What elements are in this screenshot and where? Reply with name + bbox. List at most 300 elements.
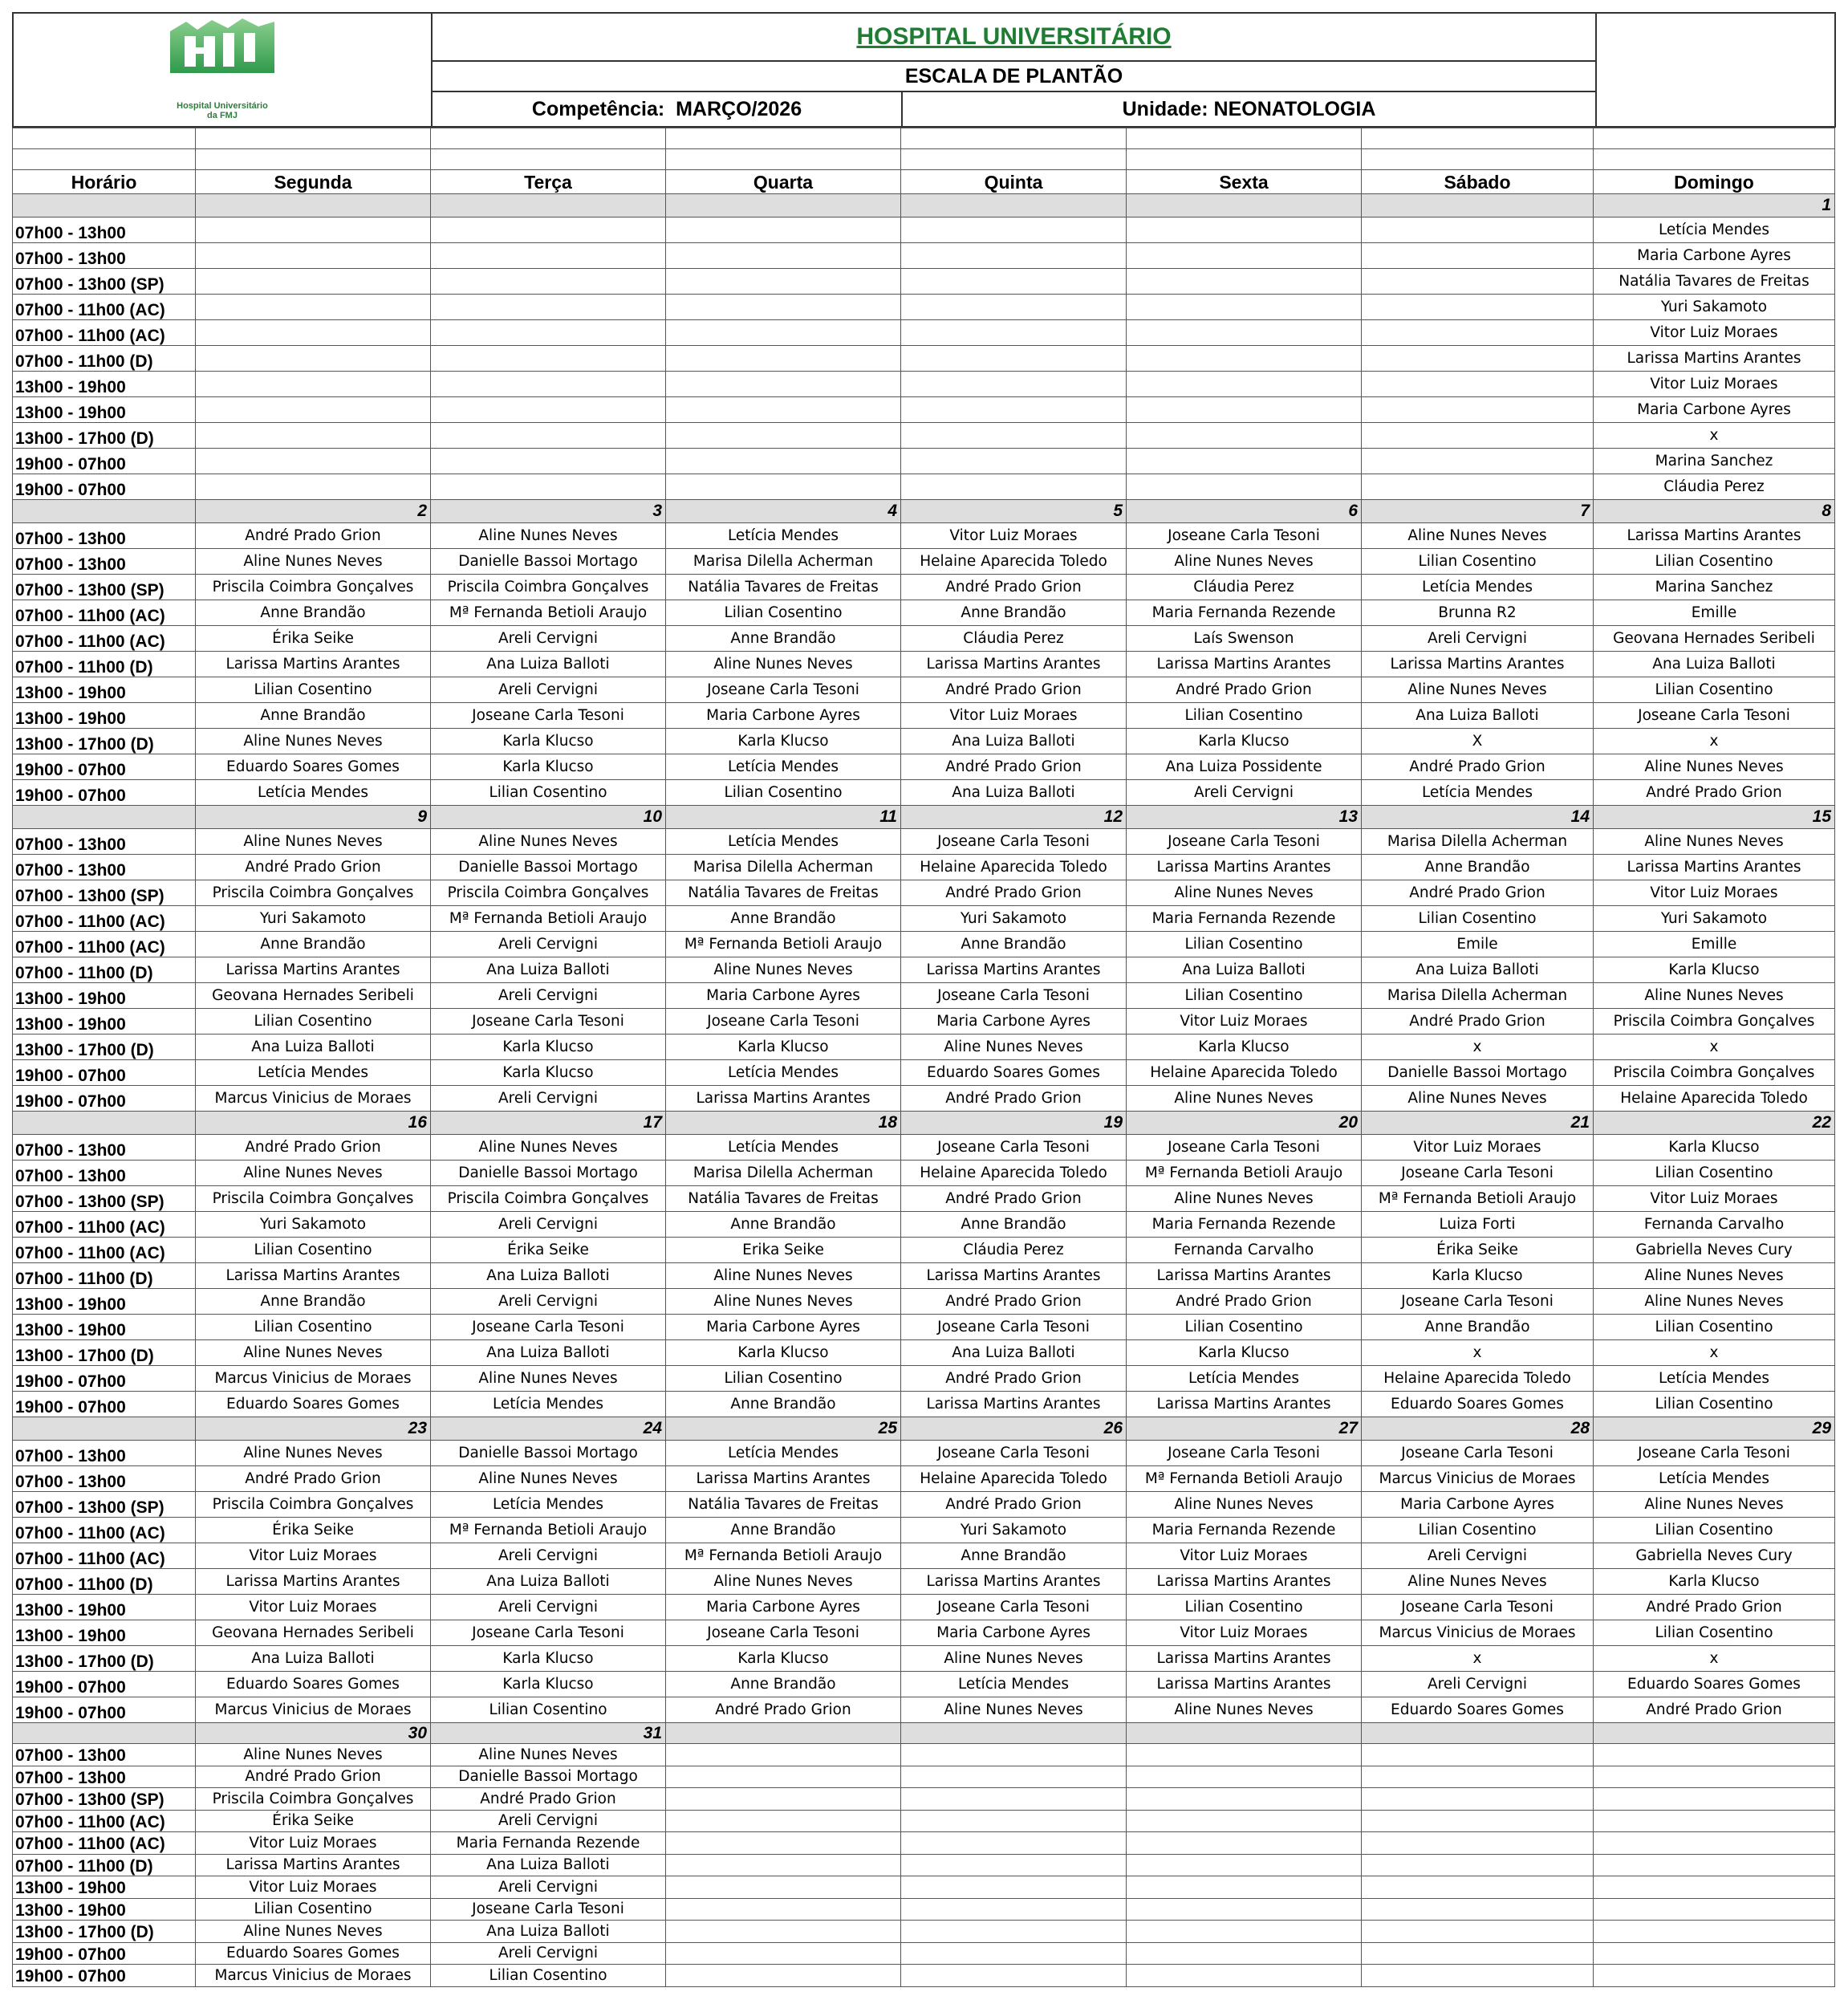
staff-name: Areli Cervigni (431, 983, 666, 1009)
staff-name: Fernanda Carvalho (1594, 1212, 1835, 1238)
shift-row (13, 652, 1835, 677)
shift-time: 13h00 - 19h00 (13, 1620, 196, 1646)
staff-name (666, 243, 901, 269)
staff-name: Larissa Martins Arantes (666, 1086, 901, 1112)
staff-name: Aline Nunes Neves (666, 1289, 901, 1315)
staff-name: Aline Nunes Neves (431, 1135, 666, 1161)
shift-time: 19h00 - 07h00 (13, 1942, 196, 1965)
staff-name: Luiza Forti (1362, 1212, 1594, 1238)
staff-name (666, 1921, 901, 1943)
staff-name: Vitor Luiz Moraes (1127, 1009, 1362, 1035)
staff-name: Joseane Carla Tesoni (431, 703, 666, 729)
empty-cell (196, 128, 431, 149)
staff-name: Larissa Martins Arantes (196, 957, 431, 983)
staff-name: Karla Klucso (1594, 1569, 1835, 1595)
staff-name: Eduardo Soares Gomes (901, 1060, 1127, 1086)
spacer-row (13, 128, 1835, 149)
day-number: 15 (1594, 806, 1835, 829)
staff-name: Yuri Sakamoto (196, 1212, 431, 1238)
staff-name: Maria Carbone Ayres (1594, 397, 1835, 423)
staff-name: Lilian Cosentino (196, 1238, 431, 1263)
header-right-cell (1596, 13, 1835, 127)
staff-name: Danielle Bassoi Mortago (431, 1441, 666, 1466)
staff-name (1127, 474, 1362, 500)
shift-time: 07h00 - 11h00 (D) (13, 957, 196, 983)
staff-name (1594, 1942, 1835, 1965)
staff-name (1127, 1876, 1362, 1899)
staff-name: Vitor Luiz Moraes (196, 1595, 431, 1620)
staff-name: Aline Nunes Neves (1127, 1697, 1362, 1723)
staff-name: Letícia Mendes (666, 829, 901, 855)
staff-name (196, 217, 431, 243)
shift-time: 07h00 - 11h00 (AC) (13, 1518, 196, 1543)
staff-name: Cláudia Perez (1127, 575, 1362, 600)
staff-name (431, 397, 666, 423)
shift-time: 13h00 - 17h00 (D) (13, 1921, 196, 1943)
staff-name: Ana Luiza Balloti (196, 1646, 431, 1672)
staff-name: Mª Fernanda Betioli Araujo (1127, 1466, 1362, 1492)
empty-cell (13, 1417, 196, 1441)
staff-name: André Prado Grion (901, 1492, 1127, 1518)
shift-time: 19h00 - 07h00 (13, 754, 196, 780)
shift-row (13, 397, 1835, 423)
staff-name: Aline Nunes Neves (196, 829, 431, 855)
staff-name: Anne Brandão (1362, 855, 1594, 880)
shift-row (13, 1921, 1835, 1943)
staff-name: Eduardo Soares Gomes (196, 1672, 431, 1697)
staff-name: Eduardo Soares Gomes (1362, 1392, 1594, 1417)
staff-name: Ana Luiza Balloti (431, 1263, 666, 1289)
shift-row (13, 983, 1835, 1009)
staff-name: Priscila Coimbra Gonçalves (196, 1186, 431, 1212)
staff-name: Lilian Cosentino (1594, 1518, 1835, 1543)
staff-name: Areli Cervigni (1362, 1543, 1594, 1569)
staff-name: Anne Brandão (901, 1543, 1127, 1569)
staff-name: André Prado Grion (1362, 1009, 1594, 1035)
staff-name: Érika Seike (1362, 1238, 1594, 1263)
shift-time: 13h00 - 19h00 (13, 1898, 196, 1921)
empty-cell (196, 149, 431, 170)
shift-time: 07h00 - 13h00 (13, 855, 196, 880)
shift-time: 19h00 - 07h00 (13, 474, 196, 500)
staff-name (666, 423, 901, 449)
staff-name (1594, 1788, 1835, 1811)
staff-name: Lilian Cosentino (431, 1697, 666, 1723)
staff-name (196, 295, 431, 320)
shift-time: 07h00 - 13h00 (13, 1466, 196, 1492)
shift-row (13, 1366, 1835, 1392)
shift-row (13, 626, 1835, 652)
shift-row (13, 423, 1835, 449)
staff-name: Joseane Carla Tesoni (1127, 523, 1362, 549)
staff-name: Lilian Cosentino (1362, 906, 1594, 932)
staff-name: Aline Nunes Neves (431, 1744, 666, 1766)
day-number (1127, 1723, 1362, 1744)
staff-name: Helaine Aparecida Toledo (901, 1161, 1127, 1186)
staff-name (666, 295, 901, 320)
staff-name: Vitor Luiz Moraes (1594, 1186, 1835, 1212)
staff-name: Marina Sanchez (1594, 575, 1835, 600)
staff-name: Aline Nunes Neves (196, 549, 431, 575)
staff-name: Cláudia Perez (901, 626, 1127, 652)
staff-name: Lilian Cosentino (1594, 1620, 1835, 1646)
staff-name: Aline Nunes Neves (901, 1035, 1127, 1060)
staff-name (1594, 1854, 1835, 1876)
staff-name (901, 320, 1127, 346)
staff-name: Aline Nunes Neves (666, 652, 901, 677)
staff-name: Vitor Luiz Moraes (901, 523, 1127, 549)
shift-row (13, 1518, 1835, 1543)
shift-time: 07h00 - 11h00 (AC) (13, 295, 196, 320)
week-date-row (13, 1723, 1835, 1744)
staff-name: Anne Brandão (196, 932, 431, 957)
shift-row (13, 1035, 1835, 1060)
page-title: HOSPITAL UNIVERSITÁRIO (432, 13, 1596, 61)
shift-time: 07h00 - 11h00 (AC) (13, 906, 196, 932)
staff-name: Joseane Carla Tesoni (1362, 1441, 1594, 1466)
staff-name: André Prado Grion (901, 754, 1127, 780)
staff-name: Letícia Mendes (666, 754, 901, 780)
day-number: 27 (1127, 1417, 1362, 1441)
staff-name (431, 295, 666, 320)
staff-name: Karla Klucso (666, 1340, 901, 1366)
staff-name: Aline Nunes Neves (1594, 983, 1835, 1009)
staff-name: Geovana Hernades Seribeli (196, 983, 431, 1009)
staff-name (901, 1876, 1127, 1899)
staff-name: Ana Luiza Possidente (1127, 754, 1362, 780)
day-number (1594, 1723, 1835, 1744)
hospital-logo (165, 17, 279, 120)
staff-name: x (1362, 1340, 1594, 1366)
shift-time: 07h00 - 13h00 (13, 1744, 196, 1766)
staff-name (901, 295, 1127, 320)
staff-name (901, 1810, 1127, 1832)
shift-time: 07h00 - 11h00 (D) (13, 652, 196, 677)
shift-time: 07h00 - 11h00 (AC) (13, 932, 196, 957)
unidade-cell (902, 91, 1596, 127)
staff-name (666, 1744, 901, 1766)
staff-name (1127, 243, 1362, 269)
staff-name: Yuri Sakamoto (901, 906, 1127, 932)
staff-name: x (1594, 729, 1835, 754)
staff-name: Yuri Sakamoto (1594, 906, 1835, 932)
staff-name (1594, 1965, 1835, 1987)
staff-name: Lilian Cosentino (1594, 1315, 1835, 1340)
staff-name: Letícia Mendes (666, 1441, 901, 1466)
staff-name (196, 320, 431, 346)
staff-name: Yuri Sakamoto (1594, 295, 1835, 320)
staff-name: Lilian Cosentino (1594, 1392, 1835, 1417)
staff-name: Larissa Martins Arantes (196, 1569, 431, 1595)
staff-name (666, 397, 901, 423)
staff-name: Vitor Luiz Moraes (901, 703, 1127, 729)
staff-name: Ana Luiza Balloti (901, 1340, 1127, 1366)
staff-name: Joseane Carla Tesoni (1362, 1161, 1594, 1186)
staff-name: André Prado Grion (901, 880, 1127, 906)
staff-name (901, 269, 1127, 295)
staff-name: Aline Nunes Neves (1362, 1086, 1594, 1112)
shift-row (13, 243, 1835, 269)
staff-name (666, 1854, 901, 1876)
staff-name (431, 346, 666, 372)
shift-row (13, 346, 1835, 372)
staff-name: Eduardo Soares Gomes (196, 1942, 431, 1965)
staff-name (196, 269, 431, 295)
staff-name (1127, 372, 1362, 397)
staff-name: Maria Carbone Ayres (666, 983, 901, 1009)
column-header: Quinta (901, 170, 1127, 194)
staff-name: Yuri Sakamoto (901, 1518, 1127, 1543)
staff-name: Larissa Martins Arantes (196, 1263, 431, 1289)
shift-row (13, 1086, 1835, 1112)
staff-name (901, 397, 1127, 423)
shift-time: 07h00 - 13h00 (13, 1766, 196, 1788)
day-number: 30 (196, 1723, 431, 1744)
staff-name: Lilian Cosentino (1594, 1161, 1835, 1186)
staff-name: Ana Luiza Balloti (431, 1569, 666, 1595)
day-number: 19 (901, 1112, 1127, 1135)
shift-row (13, 1212, 1835, 1238)
staff-name: Maria Fernanda Rezende (431, 1832, 666, 1855)
staff-name: Priscila Coimbra Gonçalves (1594, 1060, 1835, 1086)
staff-name: Larissa Martins Arantes (1127, 1646, 1362, 1672)
page-subtitle: ESCALA DE PLANTÃO (432, 61, 1596, 91)
staff-name: Eduardo Soares Gomes (196, 754, 431, 780)
staff-name: Marisa Dilella Acherman (1362, 829, 1594, 855)
logo-text-line: da FMJ (207, 111, 238, 120)
staff-name: Vitor Luiz Moraes (196, 1832, 431, 1855)
staff-name: Letícia Mendes (196, 1060, 431, 1086)
empty-cell (1127, 128, 1362, 149)
day-number: 11 (666, 806, 901, 829)
staff-name: Aline Nunes Neves (1127, 1086, 1362, 1112)
staff-name: André Prado Grion (901, 1086, 1127, 1112)
staff-name (196, 449, 431, 474)
staff-name (1594, 1832, 1835, 1855)
staff-name (1362, 269, 1594, 295)
shift-time: 19h00 - 07h00 (13, 1060, 196, 1086)
staff-name: Marcus Vinicius de Moraes (196, 1697, 431, 1723)
staff-name: Anne Brandão (666, 1518, 901, 1543)
staff-name: Ana Luiza Balloti (431, 1854, 666, 1876)
staff-name: Maria Carbone Ayres (1362, 1492, 1594, 1518)
staff-name: Vitor Luiz Moraes (1594, 880, 1835, 906)
empty-cell (13, 149, 196, 170)
staff-name: Areli Cervigni (431, 932, 666, 957)
staff-name (901, 1854, 1127, 1876)
staff-name: André Prado Grion (196, 1766, 431, 1788)
competencia-value: MARÇO/2026 (676, 97, 802, 120)
shift-row (13, 320, 1835, 346)
shift-row (13, 1876, 1835, 1899)
staff-name (1127, 1965, 1362, 1987)
staff-name: Lilian Cosentino (1362, 1518, 1594, 1543)
staff-name: Ana Luiza Balloti (431, 652, 666, 677)
shift-row (13, 449, 1835, 474)
staff-name (431, 269, 666, 295)
empty-cell (431, 149, 666, 170)
empty-cell (901, 149, 1127, 170)
staff-name: Lilian Cosentino (1594, 677, 1835, 703)
staff-name: Letícia Mendes (1594, 1366, 1835, 1392)
staff-name (666, 1788, 901, 1811)
shift-row (13, 703, 1835, 729)
staff-name: Ana Luiza Balloti (431, 1921, 666, 1943)
shift-time: 13h00 - 19h00 (13, 677, 196, 703)
staff-name: Marisa Dilella Acherman (1362, 983, 1594, 1009)
staff-name: Joseane Carla Tesoni (1362, 1595, 1594, 1620)
staff-name: Areli Cervigni (1362, 1672, 1594, 1697)
day-number (901, 194, 1127, 217)
shift-time: 13h00 - 19h00 (13, 1595, 196, 1620)
staff-name: Karla Klucso (431, 754, 666, 780)
staff-name: Aline Nunes Neves (196, 1340, 431, 1366)
staff-name: Larissa Martins Arantes (901, 1392, 1127, 1417)
staff-name: Gabriella Neves Cury (1594, 1238, 1835, 1263)
day-number: 5 (901, 500, 1127, 523)
staff-name (196, 397, 431, 423)
staff-name: Karla Klucso (1127, 1340, 1362, 1366)
day-number: 8 (1594, 500, 1835, 523)
shift-row (13, 1289, 1835, 1315)
shift-time: 13h00 - 17h00 (D) (13, 1035, 196, 1060)
staff-name: Emile (1362, 932, 1594, 957)
staff-name (1362, 1832, 1594, 1855)
staff-name: Anne Brandão (666, 626, 901, 652)
staff-name: André Prado Grion (1127, 677, 1362, 703)
staff-name: Cláudia Perez (901, 1238, 1127, 1263)
staff-name: Anne Brandão (666, 1212, 901, 1238)
staff-name (196, 243, 431, 269)
staff-name (901, 449, 1127, 474)
shift-time: 13h00 - 19h00 (13, 983, 196, 1009)
shift-row (13, 1942, 1835, 1965)
empty-cell (13, 1112, 196, 1135)
shift-row (13, 1766, 1835, 1788)
staff-name: Ana Luiza Balloti (1362, 703, 1594, 729)
staff-name (1362, 320, 1594, 346)
shift-time: 07h00 - 11h00 (D) (13, 1569, 196, 1595)
staff-name: Priscila Coimbra Gonçalves (431, 1186, 666, 1212)
staff-name: Joseane Carla Tesoni (1127, 1135, 1362, 1161)
staff-name: x (1362, 1035, 1594, 1060)
staff-name: André Prado Grion (1362, 880, 1594, 906)
competencia-label: Competência: (531, 97, 665, 120)
header-table (12, 12, 1836, 128)
shift-row (13, 1263, 1835, 1289)
shift-row (13, 1238, 1835, 1263)
staff-name: Lilian Cosentino (196, 677, 431, 703)
day-number: 6 (1127, 500, 1362, 523)
empty-cell (431, 128, 666, 149)
staff-name: Natália Tavares de Freitas (666, 1186, 901, 1212)
staff-name: Marina Sanchez (1594, 449, 1835, 474)
staff-name: Larissa Martins Arantes (666, 1466, 901, 1492)
staff-name (1127, 269, 1362, 295)
empty-cell (1594, 128, 1835, 149)
empty-cell (13, 194, 196, 217)
column-header: Segunda (196, 170, 431, 194)
shift-time: 13h00 - 19h00 (13, 1289, 196, 1315)
staff-name: Anne Brandão (666, 906, 901, 932)
week-date-row (13, 500, 1835, 523)
staff-name: Gabriella Neves Cury (1594, 1543, 1835, 1569)
staff-name (1362, 372, 1594, 397)
staff-name (431, 243, 666, 269)
staff-name: Maria Carbone Ayres (666, 1595, 901, 1620)
staff-name: Joseane Carla Tesoni (1127, 1441, 1362, 1466)
shift-row (13, 523, 1835, 549)
week-date-row (13, 194, 1835, 217)
staff-name: Emille (1594, 600, 1835, 626)
staff-name (1127, 346, 1362, 372)
staff-name: Anne Brandão (196, 1289, 431, 1315)
staff-name: Letícia Mendes (431, 1492, 666, 1518)
staff-name: Joseane Carla Tesoni (1127, 829, 1362, 855)
day-number (666, 1723, 901, 1744)
empty-cell (13, 806, 196, 829)
staff-name: Aline Nunes Neves (1594, 1289, 1835, 1315)
staff-name: Aline Nunes Neves (1127, 1186, 1362, 1212)
staff-name: André Prado Grion (901, 1366, 1127, 1392)
shift-row (13, 575, 1835, 600)
staff-name: Érika Seike (196, 626, 431, 652)
shift-time: 19h00 - 07h00 (13, 780, 196, 806)
staff-name: Karla Klucso (666, 729, 901, 754)
staff-name (196, 372, 431, 397)
shift-time: 07h00 - 13h00 (13, 1441, 196, 1466)
staff-name: Karla Klucso (1594, 1135, 1835, 1161)
staff-name (1594, 1766, 1835, 1788)
shift-row (13, 1595, 1835, 1620)
staff-name (901, 423, 1127, 449)
staff-name (666, 474, 901, 500)
shift-time: 13h00 - 17h00 (D) (13, 423, 196, 449)
staff-name: x (1594, 1646, 1835, 1672)
staff-name: Lilian Cosentino (196, 1315, 431, 1340)
day-number: 26 (901, 1417, 1127, 1441)
staff-name (1127, 1766, 1362, 1788)
staff-name: Letícia Mendes (901, 1672, 1127, 1697)
staff-name (1127, 1788, 1362, 1811)
staff-name (901, 1965, 1127, 1987)
staff-name: Larissa Martins Arantes (1127, 1569, 1362, 1595)
shift-time: 07h00 - 13h00 (13, 1135, 196, 1161)
staff-name: Lilian Cosentino (431, 1965, 666, 1987)
staff-name: Anne Brandão (196, 703, 431, 729)
day-number: 10 (431, 806, 666, 829)
staff-name: Joseane Carla Tesoni (431, 1009, 666, 1035)
shift-row (13, 269, 1835, 295)
staff-name: Vitor Luiz Moraes (1127, 1620, 1362, 1646)
staff-name: André Prado Grion (901, 677, 1127, 703)
staff-name: Natália Tavares de Freitas (1594, 269, 1835, 295)
shift-row (13, 1898, 1835, 1921)
spacer-row (13, 149, 1835, 170)
staff-name: Laís Swenson (1127, 626, 1362, 652)
shift-row (13, 957, 1835, 983)
day-number (431, 194, 666, 217)
staff-name: Natália Tavares de Freitas (666, 575, 901, 600)
staff-name (1362, 1744, 1594, 1766)
staff-name: Lilian Cosentino (431, 780, 666, 806)
shift-time: 19h00 - 07h00 (13, 1697, 196, 1723)
column-header: Horário (13, 170, 196, 194)
shift-time: 19h00 - 07h00 (13, 1366, 196, 1392)
staff-name: Mª Fernanda Betioli Araujo (431, 1518, 666, 1543)
staff-name: Ana Luiza Balloti (431, 957, 666, 983)
shift-row (13, 1492, 1835, 1518)
